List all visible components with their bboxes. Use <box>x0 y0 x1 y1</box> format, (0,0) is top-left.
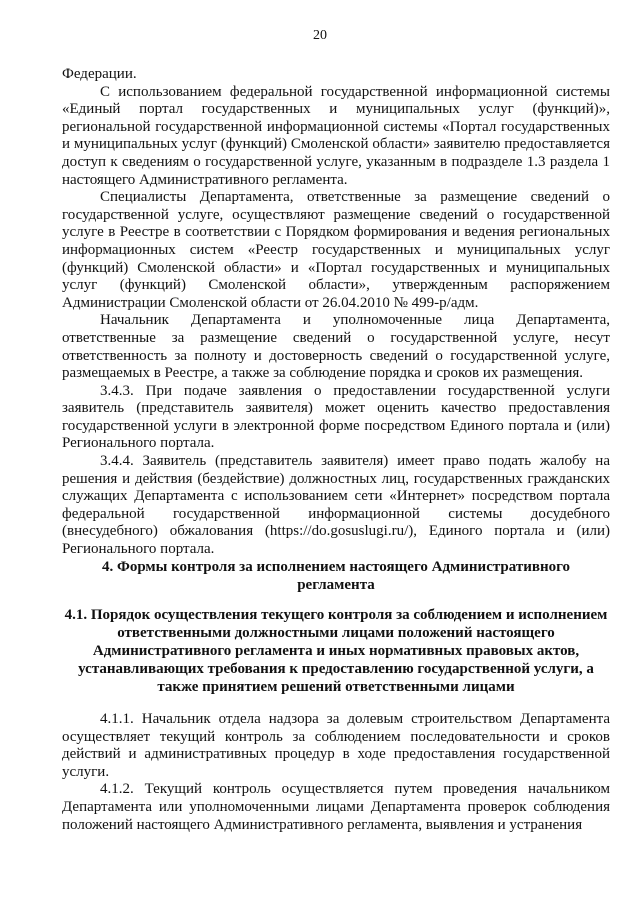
paragraph: 3.4.4. Заявитель (представитель заявителя) имеет право подать жалобу на решения и действия (бездействие) должностных лиц, государственных гражданских служащих Департамента с использованием сети «Интернет» посредством портала федеральной государственной информационной системы досудебного (внесудебного) обжалования (https://do.gosuslugi.ru/), Единого портала и (или) Регионального портала. <box>62 453 610 558</box>
section-heading: 4. Формы контроля за исполнением настоящего Административного регламента <box>101 559 571 593</box>
subsection-heading: 4.1. Порядок осуществления текущего контроля за соблюдением и исполнением ответственными должностными лицами положений настоящего Административного регламента и иных нормативных правовых актов, устанавливающих требования к предоставлению государственной услуги, а также принятием решений ответственными лицами <box>64 607 608 695</box>
paragraph: Федерации. <box>62 66 137 82</box>
body-text-top <box>62 66 610 559</box>
body-text-bottom <box>62 711 610 834</box>
subsection-heading-block <box>62 606 610 696</box>
paragraph: С использованием федеральной государственной информационной системы «Единый портал государственных и муниципальных услуг (функций)», региональной государственной информационной системы «Портал государственных и муниципальных услуг (функций) Смоленской области» заявителю предоставляется доступ к сведениям о государственной услуге, указанным в подразделе 1.3 раздела 1 настоящего Административного регламента. <box>62 83 610 188</box>
page-number: 20 <box>313 28 327 43</box>
paragraph: 4.1.2. Текущий контроль осуществляется путем проведения начальником Департамента или уполномоченными лицами Департамента проверок соблюдения положений настоящего Административного регламента, выявления и устранения <box>62 781 610 833</box>
paragraph: Начальник Департамента и уполномоченные лица Департамента, ответственные за размещение сведений о государственной услуге, несут ответственность за полноту и достоверность сведений о государственной услуге, размещаемых в Реестре, а также за соблюдение порядка и сроков их размещения. <box>62 312 610 382</box>
paragraph: Специалисты Департамента, ответственные за размещение сведений о государственной услуге, осуществляют размещение сведений о государственной услуге в Реестре в соответствии с Порядком формирования и ведения региональных информационных систем «Реестр государственных и муниципальных услуг (функций) Смоленской области» и «Портал государственных и муниципальных услуг (функций) Смоленской области», утвержденным распоряжением Администрации Смоленской области от 26.04.2010 № 499-р/адм. <box>62 189 610 311</box>
section-heading-block <box>62 558 610 594</box>
paragraph: 3.4.3. При подаче заявления о предоставлении государственной услуги заявитель (представитель заявителя) может оценить качество предоставления государственной услуги в электронной форме посредством Единого портала и (или) Регионального портала. <box>62 382 610 452</box>
paragraph: 4.1.1. Начальник отдела надзора за долевым строительством Департамента осуществляет текущий контроль за соблюдением последовательности и сроков действий и административных процедур в ходе предоставления государственной услуги. <box>62 711 610 780</box>
